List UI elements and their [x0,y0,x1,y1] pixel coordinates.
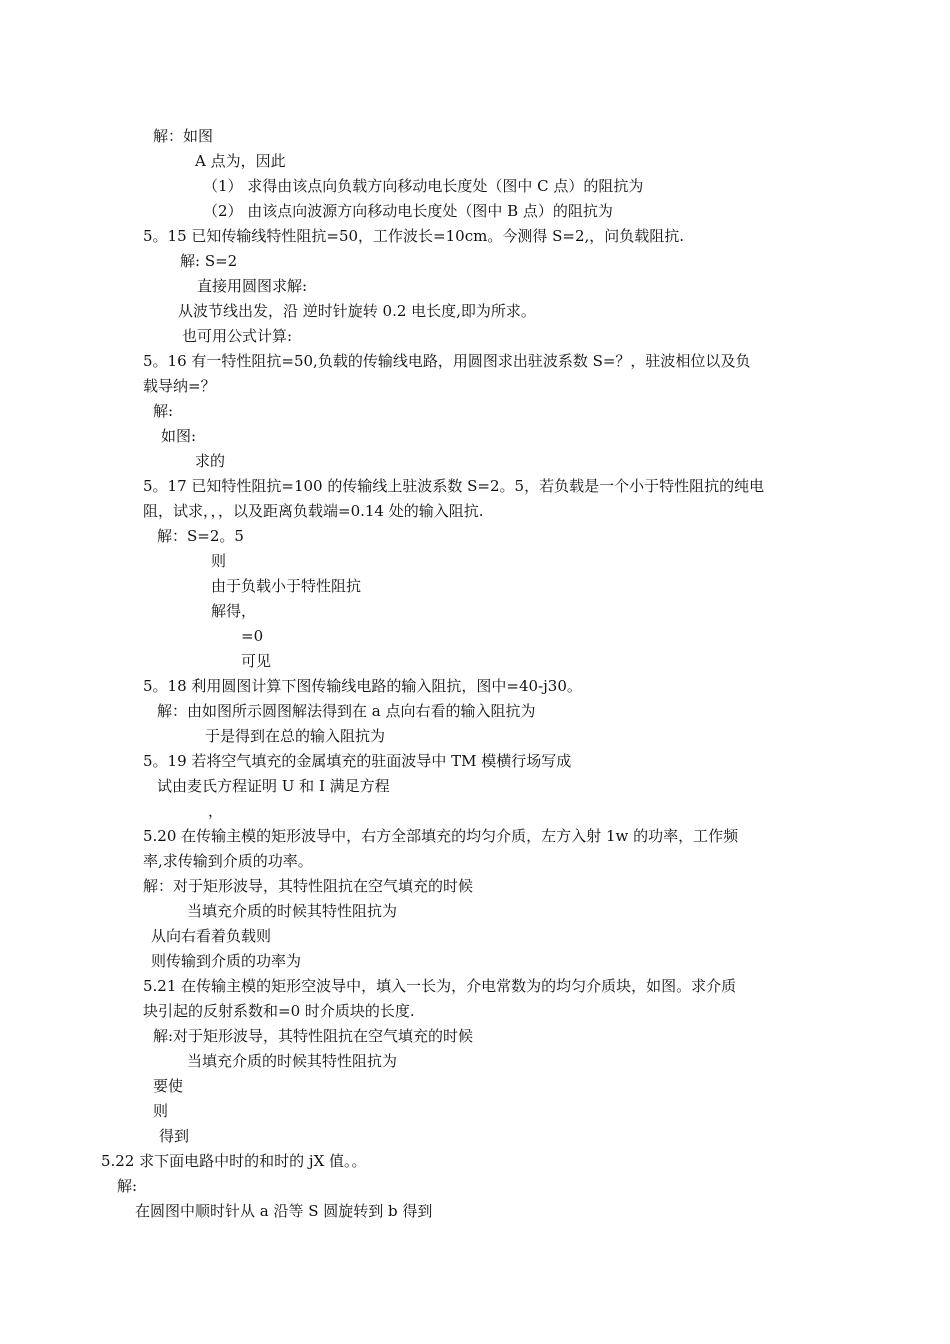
text-line: 得到 [159,1127,190,1145]
text-line: 在圆图中顺时针从 a 沿等 S 圆旋转到 b 得到 [135,1202,433,1220]
text-line: 可见 [241,652,272,670]
text-line: 解：由如图所示圆图解法得到在 a 点向右看的输入阻抗为 [157,702,536,720]
text-line: 试由麦氏方程证明 U 和 I 满足方程 [157,777,390,795]
problem-heading: 5.21 在传输主模的矩形空波导中，填入一长为，介电常数为的均匀介质块，如图。求介质 [143,977,737,995]
problem-heading: 5。15 已知传输线特性阻抗=50，工作波长=10cm。今测得 S=2,，问负载阻抗. [143,227,685,245]
text-line: （2） 由该点向波源方向移动电长度处（图中 B 点）的阻抗为 [203,202,613,220]
text-line: 由于负载小于特性阻抗 [211,577,362,595]
text-line: =0 [241,627,264,645]
text-line: 解: S=2 [180,252,238,270]
text-line: 如图: [161,427,197,445]
text-line: 解:对于矩形波导，其特性阻抗在空气填充的时候 [153,1027,474,1045]
problem-heading: 5。18 利用圆图计算下图传输线电路的输入阻抗，图中=40-j30。 [143,677,582,695]
text-line: 载导纳=？ [143,377,216,395]
text-line: 从向右看着负载则 [151,927,272,945]
text-line: ， [208,802,224,820]
text-line: （1） 求得由该点向负载方向移动电长度处（图中 C 点）的阻抗为 [203,177,644,195]
problem-heading: 5.22 求下面电路中时的和时的 jX 值。。 [101,1152,367,1170]
problem-heading: 5.20 在传输主模的矩形波导中，右方全部填充的均匀介质，左方入射 1w 的功率，工作频 [143,827,739,845]
text-line: 阻，试求，，，以及距离负载端=0.14 处的输入阻抗. [143,502,484,520]
text-line: 当填充介质的时候其特性阻抗为 [187,902,398,920]
text-line: 则传输到介质的功率为 [151,952,302,970]
text-line: 要使 [153,1077,184,1095]
problem-heading: 5。19 若将空气填充的金属填充的驻面波导中 TM 模横行场写成 [143,752,572,770]
text-line: 当填充介质的时候其特性阻抗为 [187,1052,398,1070]
text-line: 解：对于矩形波导，其特性阻抗在空气填充的时候 [143,877,474,895]
text-line: 解: [153,402,174,420]
text-line: 率,求传输到介质的功率。 [143,852,313,870]
problem-heading: 5。17 已知特性阻抗=100 的传输线上驻波系数 S=2。5，若负载是一个小于特性阻抗的纯电 [143,477,765,495]
text-line: A 点为，因此 [195,152,286,170]
text-line: 解：S=2。5 [157,527,244,545]
text-line: 求的 [195,452,226,470]
text-line: 解得， [211,602,257,620]
text-line: 也可用公式计算: [182,327,293,345]
problem-heading: 5。16 有一特性阻抗=50,负载的传输线电路，用圆图求出驻波系数 S=？，驻波相位以及负 [143,352,751,370]
text-line: 于是得到在总的输入阻抗为 [205,727,386,745]
text-line: 则 [211,552,227,570]
text-line: 直接用圆图求解: [197,277,308,295]
text-line: 块引起的反射系数和=0 时介质块的长度. [143,1002,415,1020]
text-line: 解：如图 [153,127,214,145]
text-line: 解: [117,1177,138,1195]
text-line: 则 [153,1102,169,1120]
text-line: 从波节线出发，沿 逆时针旋转 0.2 电长度,即为所求。 [178,302,536,320]
